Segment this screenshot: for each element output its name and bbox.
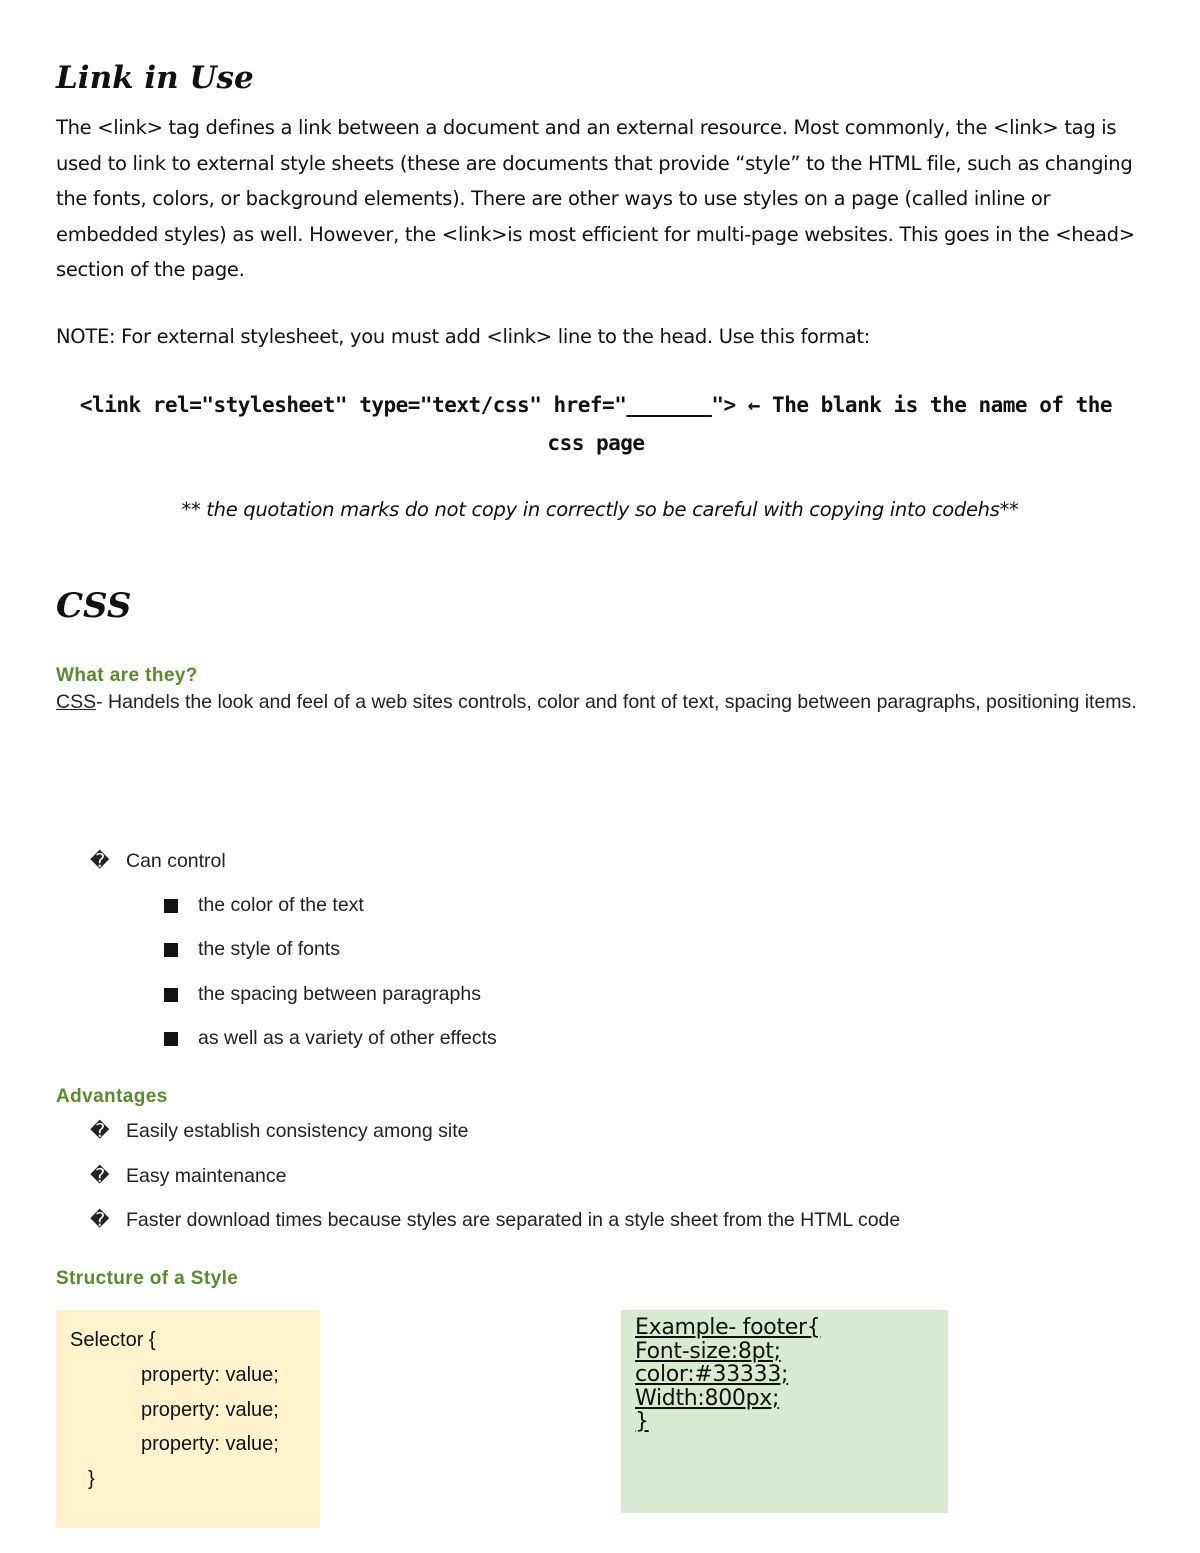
what-are-they-heading: What are they? — [56, 665, 198, 686]
property-line: property: value; — [141, 1364, 279, 1386]
list-item — [164, 983, 481, 1006]
advantage-item: Easily establish consistency among site — [126, 1120, 469, 1142]
diamond-bullet-icon: � — [90, 1121, 110, 1142]
control-item: the color of the text — [198, 894, 364, 916]
example-line: color:#33333; — [635, 1362, 789, 1387]
link-code-example: <link rel="stylesheet" type="text/css" href="_______"> ← The blank is the name of the css page — [79, 393, 1113, 455]
css-definition-text: - Handels the look and feel of a web sites controls, color and font of text, spacing between paragraphs, positioning items. — [96, 691, 1137, 713]
link-in-use-heading: Link in Use — [56, 60, 254, 96]
list-item — [90, 1120, 469, 1143]
diamond-bullet-icon: � — [90, 851, 110, 872]
square-bullet-icon — [164, 943, 178, 957]
quote-warning: ** the quotation marks do not copy in correctly so be careful with copying into codehs** — [181, 498, 1019, 521]
square-bullet-icon — [164, 899, 178, 913]
example-line: } — [635, 1409, 649, 1434]
link-paragraph: The <link> tag defines a link between a document and an external resource. Most commonly, the <link> tag is used to link to external style sheets (these are documents that provide “style” to the HTML file, such as changing the fonts, colors, or background elements). There are other ways to use styles on a page (called inline or embedded styles) as well. However, the <link>is most efficient for multi-page websites. This goes in the <head> section of the page. — [56, 116, 1135, 281]
list-item — [90, 1209, 900, 1232]
control-item: as well as a variety of other effects — [198, 1027, 497, 1049]
diamond-bullet-icon: � — [90, 1210, 110, 1231]
example-line: Width:800px; — [635, 1386, 780, 1411]
property-line: property: value; — [141, 1433, 279, 1455]
advantage-item: Easy maintenance — [126, 1165, 287, 1187]
example-line: Font-size:8pt; — [635, 1339, 781, 1364]
css-term: CSS — [56, 691, 97, 713]
square-bullet-icon — [164, 1032, 178, 1046]
example-line: Example- footer{ — [635, 1315, 821, 1340]
diamond-bullet-icon: � — [90, 1166, 110, 1187]
example-box — [621, 1310, 948, 1513]
square-bullet-icon — [164, 988, 178, 1002]
advantage-item: Faster download times because styles are separated in a style sheet from the HTML code — [126, 1209, 901, 1231]
list-item — [164, 1027, 497, 1050]
css-definition — [56, 690, 1156, 714]
closing-brace: } — [88, 1468, 95, 1490]
list-item — [90, 850, 226, 873]
list-item — [164, 894, 364, 917]
structure-heading: Structure of a Style — [56, 1268, 239, 1289]
property-line: property: value; — [141, 1399, 279, 1421]
control-item: the style of fonts — [198, 938, 340, 960]
selector-line: Selector { — [70, 1329, 156, 1351]
advantages-heading: Advantages — [56, 1086, 168, 1107]
structure-box — [56, 1310, 320, 1528]
can-control-label: Can control — [126, 850, 226, 872]
control-item: the spacing between paragraphs — [198, 983, 481, 1005]
list-item — [90, 1165, 286, 1188]
note-text: NOTE: For external stylesheet, you must add <link> line to the head. Use this format: — [56, 325, 870, 348]
css-heading: CSS — [56, 586, 132, 626]
list-item — [164, 938, 340, 961]
